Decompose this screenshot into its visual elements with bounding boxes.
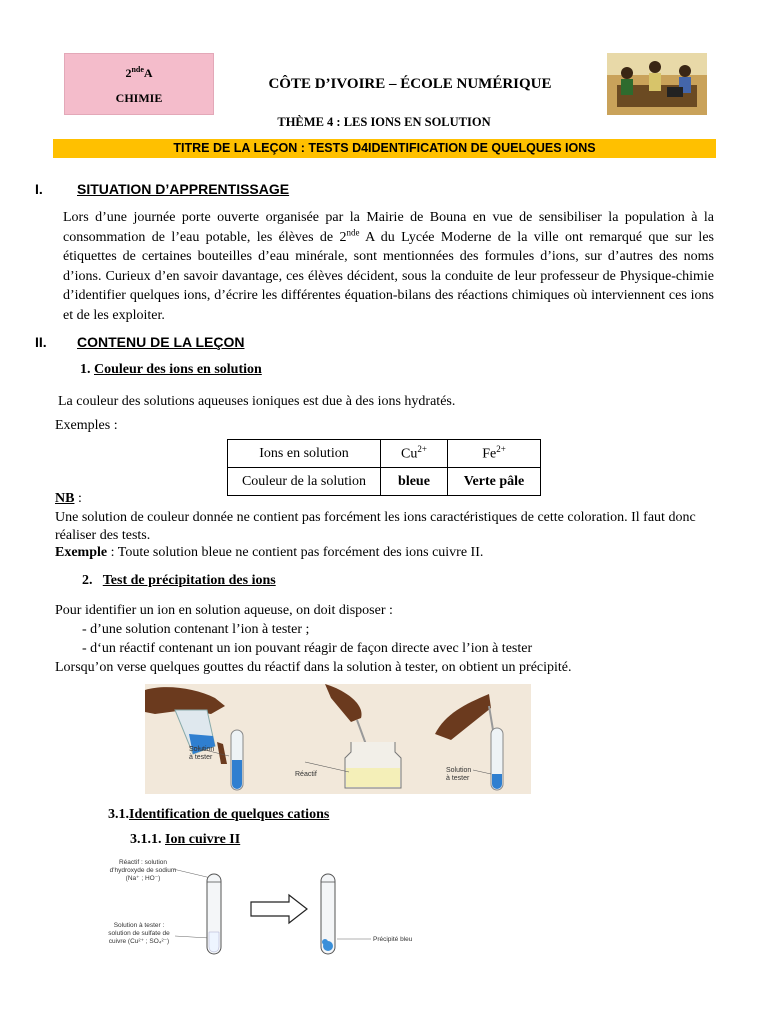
- section-2-heading: [35, 334, 435, 354]
- precipitation-intro: Pour identifier un ion en solution aqueuse, on doit disposer :: [55, 603, 393, 618]
- section-1-heading: [35, 181, 435, 201]
- theme-title: THÈME 4 : LES IONS EN SOLUTION: [277, 115, 491, 129]
- solution-label: cuivre (Cu²⁺ ; SO₄²⁻): [108, 938, 170, 945]
- section-2-number: II.: [35, 334, 47, 350]
- nb-label: NB :: [55, 491, 82, 506]
- section-1-number: I.: [35, 181, 43, 197]
- precipitation-illustration: [145, 684, 531, 794]
- reagent-label: Réactif: [295, 771, 317, 778]
- table-cell: $Cu^{2+}$: [381, 440, 448, 468]
- subsection-3-1-heading: 3.1.Identification de quelques cations: [108, 807, 330, 822]
- solution-label: à tester: [446, 775, 470, 782]
- copper-test-diagram: [105, 856, 415, 956]
- reagent-label: (Na⁺ ; HO⁻): [125, 875, 161, 882]
- table-row: [228, 440, 541, 468]
- requirement-item: - d‘un réactif contenant un ion pouvant réagir de façon directe avec l’ion à tester: [82, 641, 533, 656]
- table-cell: $Fe^{2+}$: [448, 440, 541, 468]
- situation-paragraph: Lors d’une journée porte ouverte organisée par la Mairie de Bouna en vue de sensibiliser la population à la consommation de l’eau potable, les élèves de 2nde A du Lycée Moderne de la ville ont remarqué que sur les étiquettes de certaines bouteilles d’eau minérale, sont mentionnées des formules d’ions, sur d’autres des noms d’ions. Curieux d’en savoir davantage, ces élèves décident, sous la conduite de leur professeur de Physique-chimie d’identifier quelques ions, d’écrire les différentes équation-bilans des réactions chimiques où interviennent ces ions et de les exploiter.: [63, 210, 714, 323]
- colour-intro: La couleur des solutions aqueuses ioniques est due à des ions hydratés.: [58, 394, 456, 409]
- reagent-label: Réactif : solution: [118, 859, 168, 866]
- solution-label: à tester: [189, 754, 213, 761]
- table-cell: Ions en solution: [228, 440, 381, 468]
- table-cell: Couleur de la solution: [228, 468, 381, 496]
- country-title: CÔTE D’IVOIRE – ÉCOLE NUMÉRIQUE: [268, 76, 552, 92]
- subsection-1-heading: 1. Couleur des ions en solution: [80, 362, 262, 377]
- section-2-title: CONTENU DE LA LEÇON: [77, 334, 245, 350]
- table-row: [228, 468, 541, 496]
- requirement-item: - d’une solution contenant l’ion à tester ;: [82, 622, 310, 637]
- reagent-label: d'hydroxyde de sodium: [109, 867, 177, 874]
- solution-label: Solution: [446, 767, 472, 774]
- subsection-2-heading: 2. Test de précipitation des ions: [82, 573, 276, 588]
- nb-text: Une solution de couleur donnée ne contient pas forcément les ions caractéristiques de cette coloration. Il faut donc réaliser des tests.: [55, 510, 696, 543]
- class-level-box: [64, 53, 214, 115]
- examples-label: Exemples :: [55, 418, 118, 433]
- precipitation-conclusion: Lorsqu’on verse quelques gouttes du réactif dans la solution à tester, on obtient un précipité.: [55, 660, 572, 675]
- subject-label: CHIMIE: [115, 91, 163, 105]
- solution-label: solution de sulfate de: [108, 930, 170, 937]
- ion-colour-table: [227, 439, 541, 496]
- table-cell: Verte pâle: [448, 468, 541, 496]
- table-cell: bleue: [381, 468, 448, 496]
- section-1-title: SITUATION D’APPRENTISSAGE: [77, 181, 290, 197]
- solution-label: Solution: [189, 746, 215, 753]
- nb-example: Exemple : Toute solution bleue ne contient pas forcément des ions cuivre II.: [55, 545, 484, 560]
- students-photo: [607, 53, 707, 115]
- lesson-title: TITRE DE LA LEÇON : TESTS D4IDENTIFICATION DE QUELQUES IONS: [173, 141, 596, 155]
- subsection-3-1-1-heading: 3.1.1. Ion cuivre II: [130, 832, 241, 847]
- lesson-title-banner: [53, 139, 716, 158]
- class-level: 2ndeA: [125, 65, 153, 80]
- precipitate-label: Précipité bleu: [373, 936, 413, 943]
- solution-label: Solution à tester :: [113, 922, 165, 929]
